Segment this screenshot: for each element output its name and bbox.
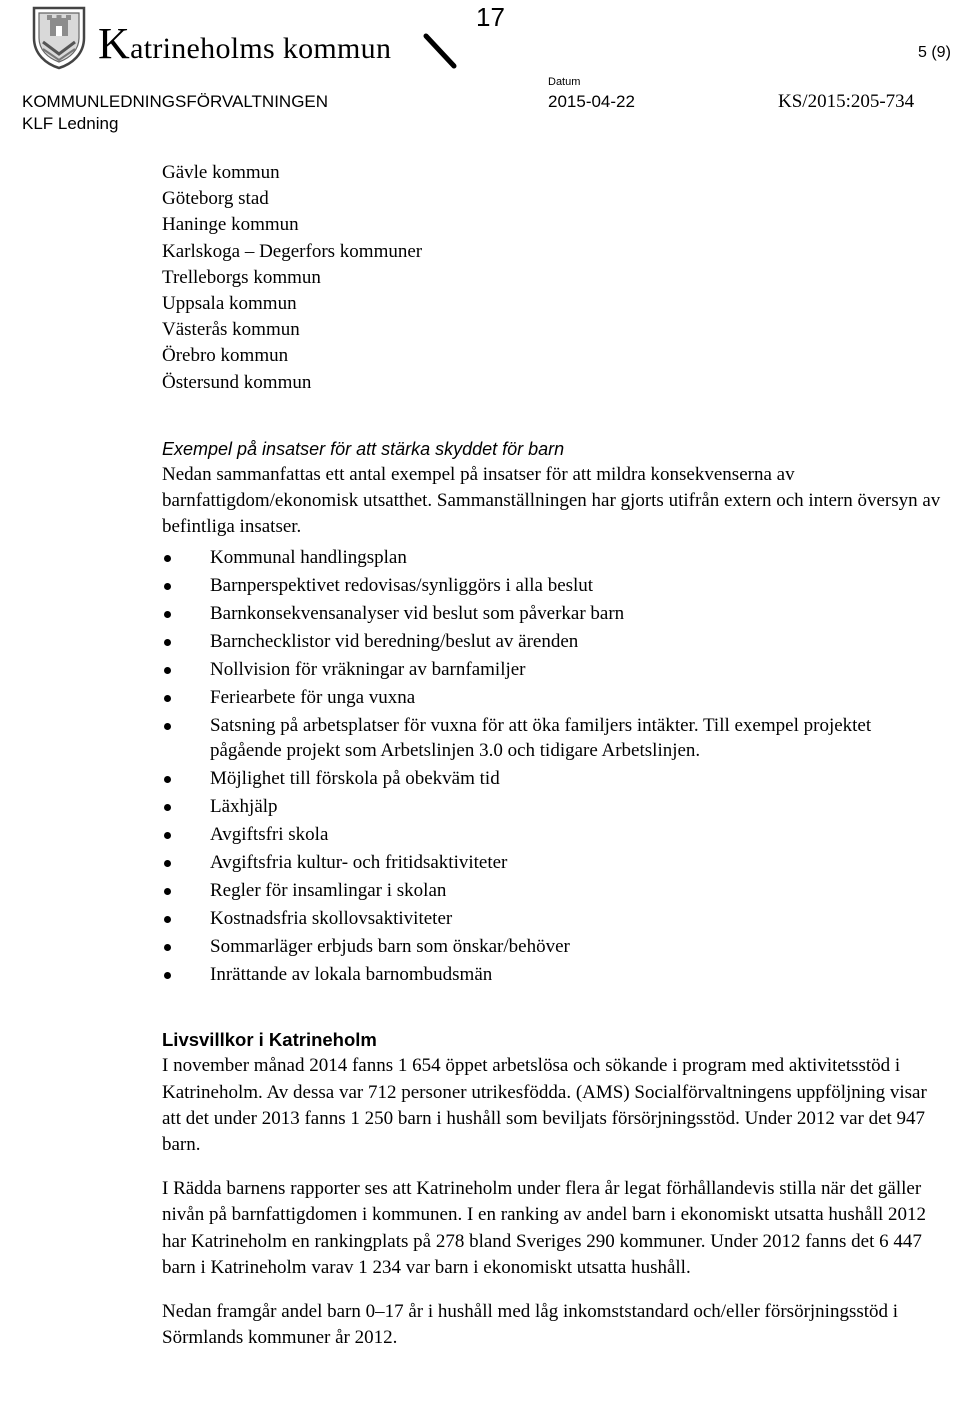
bullet-text: Sommarläger erbjuds barn som önskar/behöver [210, 935, 570, 957]
department-name: KOMMUNLEDNINGSFÖRVALTNINGEN [22, 92, 329, 111]
list-item: Gävle kommun [162, 162, 280, 183]
bullet-text: Kostnadsfria skollovsaktiviteter [210, 907, 453, 929]
date-value: 2015-04-22 [548, 92, 635, 111]
reference-number: KS/2015:205-734 [778, 91, 915, 112]
bullet-text: Satsning på arbetsplatser för vuxna för att öka familjers intäkter. Till exempel projektet pågående projekt som Arbetslinjen 3.0 och tidigare Arbetslinjen. [210, 715, 872, 761]
bullet-icon [164, 723, 171, 730]
list-item: Trelleborgs kommun [162, 266, 321, 288]
bullet-item [162, 630, 942, 655]
living-paragraph: I november månad 2014 fanns 1 654 öppet arbetslösa och sökande i program med aktivitetsstöd i Katrineholm. Av dessa var 712 personer utrikesfödda. (AMS) Socialförvaltningens uppföljning visar att det under 2013 fanns 1 250 barn i hushåll som beviljats försörjningsstöd. Under 2012 var det 947 barn. [162, 1055, 927, 1156]
bullet-icon [164, 639, 171, 646]
bullet-item [162, 879, 942, 904]
bullet-icon [164, 832, 171, 839]
bullet-text: Möjlighet till förskola på obekväm tid [210, 767, 500, 789]
bullet-icon [164, 695, 171, 702]
list-item: Uppsala kommun [162, 293, 297, 315]
living-paragraph: I Rädda barnens rapporter ses att Katrineholm under flera år legat förhållandevis stilla när det gäller nivån på barnfattigdomen i kommunen. I en ranking av andel barn i ekonomiskt utsatta hushåll 2012 har Katrineholm en rankingplats på 278 bland Sveriges 290 kommuner. Under 2012 fanns det 6 447 barn i Katrineholm varav 1 234 var barn i ekonomiskt utsatta hushåll. [162, 1178, 927, 1278]
bullet-item [162, 767, 942, 792]
list-item: Örebro kommun [162, 345, 289, 367]
list-item: Karlskoga – Degerfors kommuner [162, 240, 423, 262]
bullet-icon [164, 555, 171, 562]
page-number: 17 [476, 2, 505, 32]
list-item: Haninge kommun [162, 214, 299, 236]
bullet-item [162, 602, 942, 627]
bullet-item [162, 963, 942, 988]
bullet-item [162, 546, 942, 571]
bullet-item [162, 851, 942, 876]
bullet-item [162, 935, 942, 960]
bullet-text: Barnkonsekvensanalyser vid beslut som påverkar barn [210, 603, 625, 625]
bullet-item [162, 658, 942, 683]
bullet-text: Feriearbete för unga vuxna [210, 687, 416, 709]
bullet-icon [164, 776, 171, 783]
bullet-text: Avgiftsfri skola [210, 823, 329, 845]
bullet-text: Inrättande av lokala barnombudsmän [210, 963, 493, 985]
bullet-icon [164, 667, 171, 674]
examples-list [162, 546, 942, 987]
municipal-crest-icon [30, 2, 88, 70]
bullet-icon [164, 972, 171, 979]
date-label: Datum [548, 76, 581, 88]
bullet-icon [164, 916, 171, 923]
bullet-item [162, 795, 942, 820]
bullet-icon [164, 611, 171, 618]
bullet-item [162, 907, 942, 932]
municipality-list [162, 160, 942, 396]
examples-heading: Exempel på insatser för att stärka skyddet för barn [162, 438, 565, 459]
document-body [162, 160, 942, 1351]
living-paragraph: Nedan framgår andel barn 0–17 år i hushåll med låg inkomststandard och/eller försörjningsstöd i Sörmlands kommuner år 2012. [162, 1301, 899, 1349]
page-of: 5 (9) [918, 44, 951, 61]
examples-intro: Nedan sammanfattas ett antal exempel på insatser för att mildra konsekvenserna av barnfattigdom/ekonomisk utsatthet. Sammanställningen har gjorts utifrån extern och intern översyn av befintliga insatser. [162, 463, 941, 538]
logo-swoosh-icon [330, 30, 460, 70]
bullet-item [162, 714, 942, 763]
list-item: Östersund kommun [162, 371, 312, 393]
bullet-icon [164, 860, 171, 867]
bullet-icon [164, 804, 171, 811]
bullet-icon [164, 944, 171, 951]
living-conditions-heading: Livsvillkor i Katrineholm [162, 1029, 377, 1051]
bullet-text: Nollvision för vräkningar av barnfamiljer [210, 659, 526, 681]
list-item: Göteborg stad [162, 188, 269, 210]
bullet-icon [164, 583, 171, 590]
bullet-item [162, 574, 942, 599]
sub-department-name: KLF Ledning [22, 114, 119, 133]
bullet-text: Barnchecklistor vid beredning/beslut av ärenden [210, 631, 579, 653]
bullet-icon [164, 888, 171, 895]
bullet-item [162, 686, 942, 711]
bullet-item [162, 823, 942, 848]
bullet-text: Avgiftsfria kultur- och fritidsaktiviteter [210, 851, 508, 873]
list-item: Västerås kommun [162, 319, 300, 341]
bullet-text: Kommunal handlingsplan [210, 547, 407, 569]
organization-name: Katrineholms kommun [98, 19, 392, 68]
bullet-text: Regler för insamlingar i skolan [210, 879, 447, 901]
bullet-text: Barnperspektivet redovisas/synliggörs i alla beslut [210, 575, 594, 597]
bullet-text: Läxhjälp [210, 795, 278, 817]
